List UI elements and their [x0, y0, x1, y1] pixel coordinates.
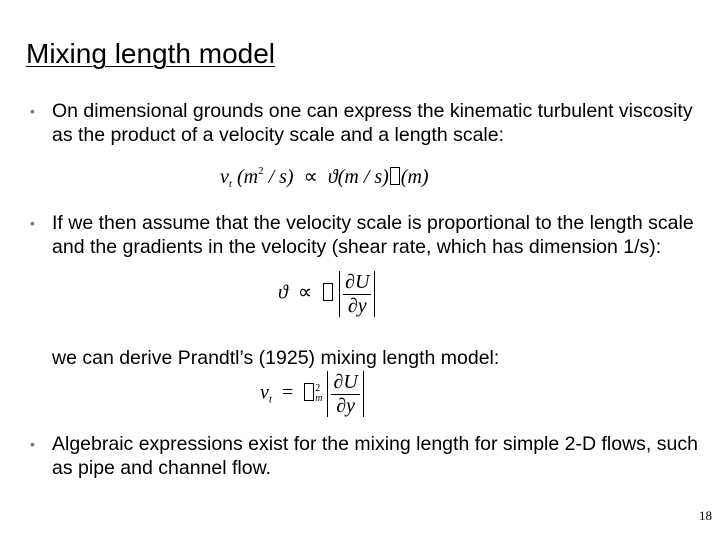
absolute-value-bars [327, 371, 363, 417]
bullet-item-3 [30, 432, 700, 480]
length-scale-glyph-icon [304, 383, 314, 401]
derivative-fraction: $\frac{\partial U}{\partial y}$ [345, 271, 370, 317]
bullet-icon: • [30, 103, 35, 119]
length-scale-glyph-icon [390, 167, 400, 185]
bullet-icon: • [30, 436, 35, 452]
slide-title: Mixing length model [26, 38, 276, 69]
continuation-text: we can derive Prandtl’s (1925) mixing length model: [52, 347, 500, 369]
derivative-fraction: $\frac{\partial U}{\partial y}$ [333, 371, 358, 417]
bullet-item-2 [30, 211, 700, 259]
absolute-value-bars [339, 271, 375, 317]
equation-prandtl-mixing-length: $\nu_t$ = 2 m $\frac{\partial U}{\partial y}$ [260, 371, 364, 417]
equation-turbulent-viscosity-scaling: $\nu_t$ $(m^2 / s) \propto ϑ(m / s)$ (m) [220, 165, 429, 190]
bullet-text: If we then assume that the velocity scale is proportional to the length scale and the gradients in the velocity (shear rate, which has dimension 1/s): [52, 212, 694, 258]
page-number: 18 [699, 508, 712, 523]
length-scale-glyph-icon [323, 283, 333, 301]
bullet-text: Algebraic expressions exist for the mixing length for simple 2-D flows, such as pipe and channel flow. [52, 433, 698, 479]
equation-velocity-scale: ϑ ∝ $\frac{\partial U}{\partial y}$ [278, 271, 375, 317]
bullet-icon: • [30, 215, 35, 231]
bullet-item-1 [30, 99, 700, 147]
bullet-text: On dimensional grounds one can express the kinematic turbulent viscosity as the product of a velocity scale and a length scale: [52, 100, 693, 146]
